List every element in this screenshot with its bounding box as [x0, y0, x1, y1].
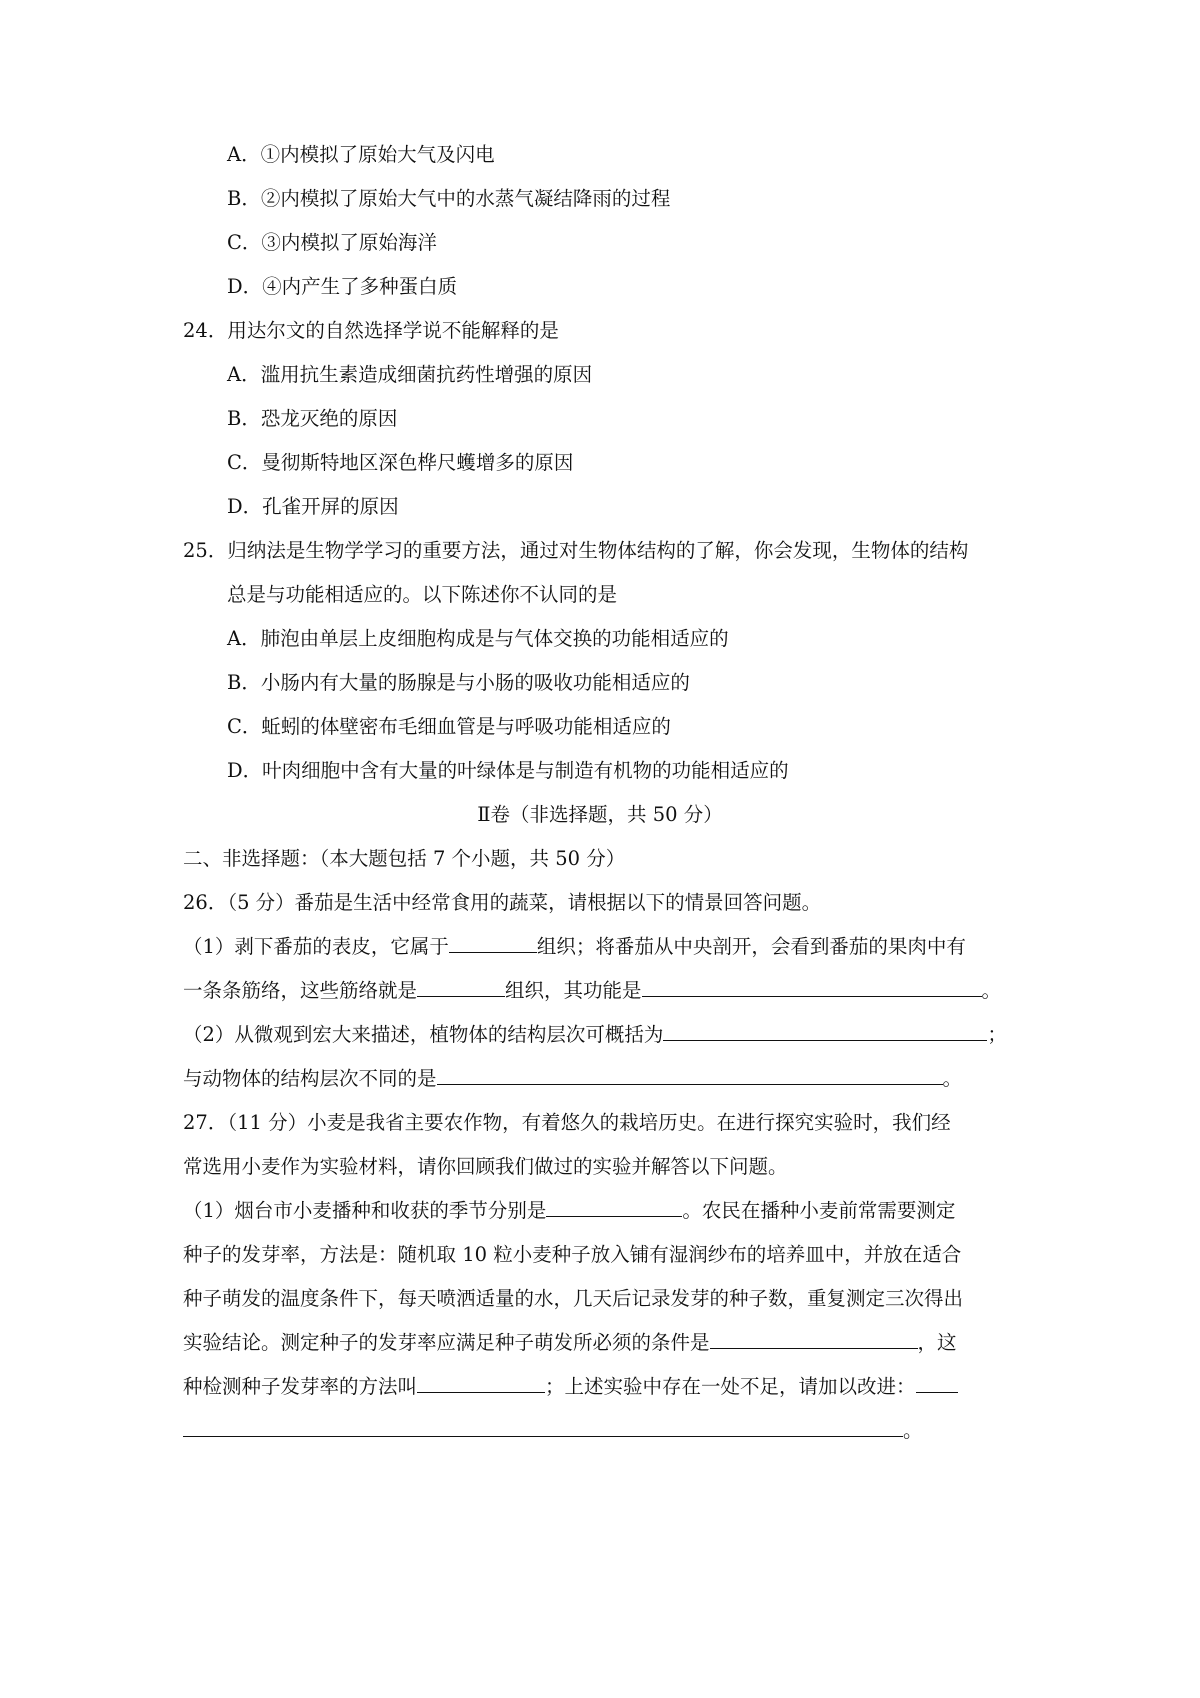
q27-part1-text-e: 实验结论。测定种子的发芽率应满足种子萌发所必须的条件是 [183, 1331, 710, 1354]
q27-part1-line1 [183, 1198, 955, 1224]
q27-part1-line3: 种子萌发的温度条件下，每天喷洒适量的水，几天后记录发芽的种子数，重复测定三次得出 [183, 1287, 964, 1310]
q26-part1-text-d: 组织，其功能是 [505, 979, 642, 1002]
q27-stem-line1: 27．（11 分）小麦是我省主要农作物，有着悠久的栽培历史。在进行探究实验时，我们经 [183, 1111, 951, 1134]
q25-option-d: D．叶肉细胞中含有大量的叶绿体是与制造有机物的功能相适应的 [227, 759, 789, 782]
q26-part2-line1 [183, 1022, 1007, 1048]
q27-part1-text-a: （1）烟台市小麦播种和收获的季节分别是 [183, 1199, 547, 1222]
q24-option-a: A．滥用抗生素造成细菌抗药性增强的原因 [227, 363, 593, 386]
q26-part1-text-e: 。 [981, 979, 1002, 1002]
q27-blank-seasons[interactable] [546, 1198, 682, 1217]
q24-option-d: D．孔雀开屏的原因 [227, 495, 399, 518]
q27-part1-line2: 种子的发芽率，方法是：随机取 10 粒小麦种子放入铺有湿润纱布的培养皿中，并放在适合 [183, 1243, 962, 1266]
q27-blank-improvement[interactable] [183, 1418, 903, 1437]
q26-part1-line1 [183, 934, 966, 960]
q26-part1-text-c: 一条条筋络，这些筋络就是 [183, 979, 418, 1002]
q27-blank-improvement-start[interactable] [916, 1374, 958, 1393]
q26-part2-text-a: （2）从微观到宏大来描述，植物体的结构层次可概括为 [183, 1023, 664, 1046]
q24-option-b: B．恐龙灭绝的原因 [227, 407, 398, 430]
q26-part2-text-d: 。 [942, 1067, 963, 1090]
q25-stem-line1: 25．归纳法是生物学学习的重要方法，通过对生物体结构的了解，你会发现，生物体的结构 [183, 539, 969, 562]
q26-blank-vein-function[interactable] [642, 978, 982, 997]
q27-part1-text-i: 。 [903, 1419, 923, 1442]
q25-option-b: B．小肠内有大量的肠腺是与小肠的吸收功能相适应的 [227, 671, 690, 694]
q27-part1-text-g: 种检测种子发芽率的方法叫 [183, 1375, 418, 1398]
q23-option-d: D．④内产生了多种蛋白质 [227, 275, 458, 298]
q26-part2-line2 [183, 1066, 962, 1092]
section2-title: Ⅱ卷（非选择题，共 50 分） [477, 803, 723, 826]
q26-blank-vein-tissue[interactable] [417, 978, 505, 997]
q26-part2-text-c: 与动物体的结构层次不同的是 [183, 1067, 437, 1090]
q27-part1-line6 [183, 1418, 923, 1444]
q25-option-c: C．蚯蚓的体壁密布毛细血管是与呼吸功能相适应的 [227, 715, 671, 738]
q27-blank-method-name[interactable] [417, 1374, 545, 1393]
q27-part1-text-f: ，这 [917, 1331, 957, 1354]
q26-blank-epidermis-tissue[interactable] [449, 934, 537, 953]
q27-blank-germination-conditions[interactable] [710, 1330, 918, 1349]
q27-stem-line2: 常选用小麦作为实验材料，请你回顾我们做过的实验并解答以下问题。 [183, 1155, 788, 1178]
q27-part1-line5 [183, 1374, 958, 1400]
q27-part1-line4 [183, 1330, 957, 1356]
q23-option-a: A．①内模拟了原始大气及闪电 [227, 143, 495, 166]
q25-stem-line2: 总是与功能相适应的。以下陈述你不认同的是 [227, 583, 618, 606]
q27-part1-text-b: 。农民在播种小麦前常需要测定 [682, 1199, 956, 1222]
q24-stem: 24．用达尔文的自然选择学说不能解释的是 [183, 319, 559, 342]
q26-part1-line2 [183, 978, 1001, 1004]
q25-option-a: A．肺泡由单层上皮细胞构成是与气体交换的功能相适应的 [227, 627, 729, 650]
q26-part2-text-b: ； [987, 1023, 1007, 1046]
q26-blank-structure-levels[interactable] [663, 1022, 987, 1041]
q23-option-c: C．③内模拟了原始海洋 [227, 231, 437, 254]
q26-stem: 26．（5 分）番茄是生活中经常食用的蔬菜，请根据以下的情景回答问题。 [183, 891, 822, 914]
q23-option-b: B．②内模拟了原始大气中的水蒸气凝结降雨的过程 [227, 187, 671, 210]
q26-part1-text-b: 组织；将番茄从中央剖开，会看到番茄的果肉中有 [536, 935, 966, 958]
q27-part1-text-h: ；上述实验中存在一处不足，请加以改进： [545, 1375, 916, 1398]
section2-intro: 二、非选择题：（本大题包括 7 个小题，共 50 分） [183, 847, 626, 870]
q26-blank-structure-difference[interactable] [437, 1066, 943, 1085]
q26-part1-text-a: （1）剥下番茄的表皮，它属于 [183, 935, 449, 958]
q24-option-c: C．曼彻斯特地区深色桦尺蠖增多的原因 [227, 451, 574, 474]
